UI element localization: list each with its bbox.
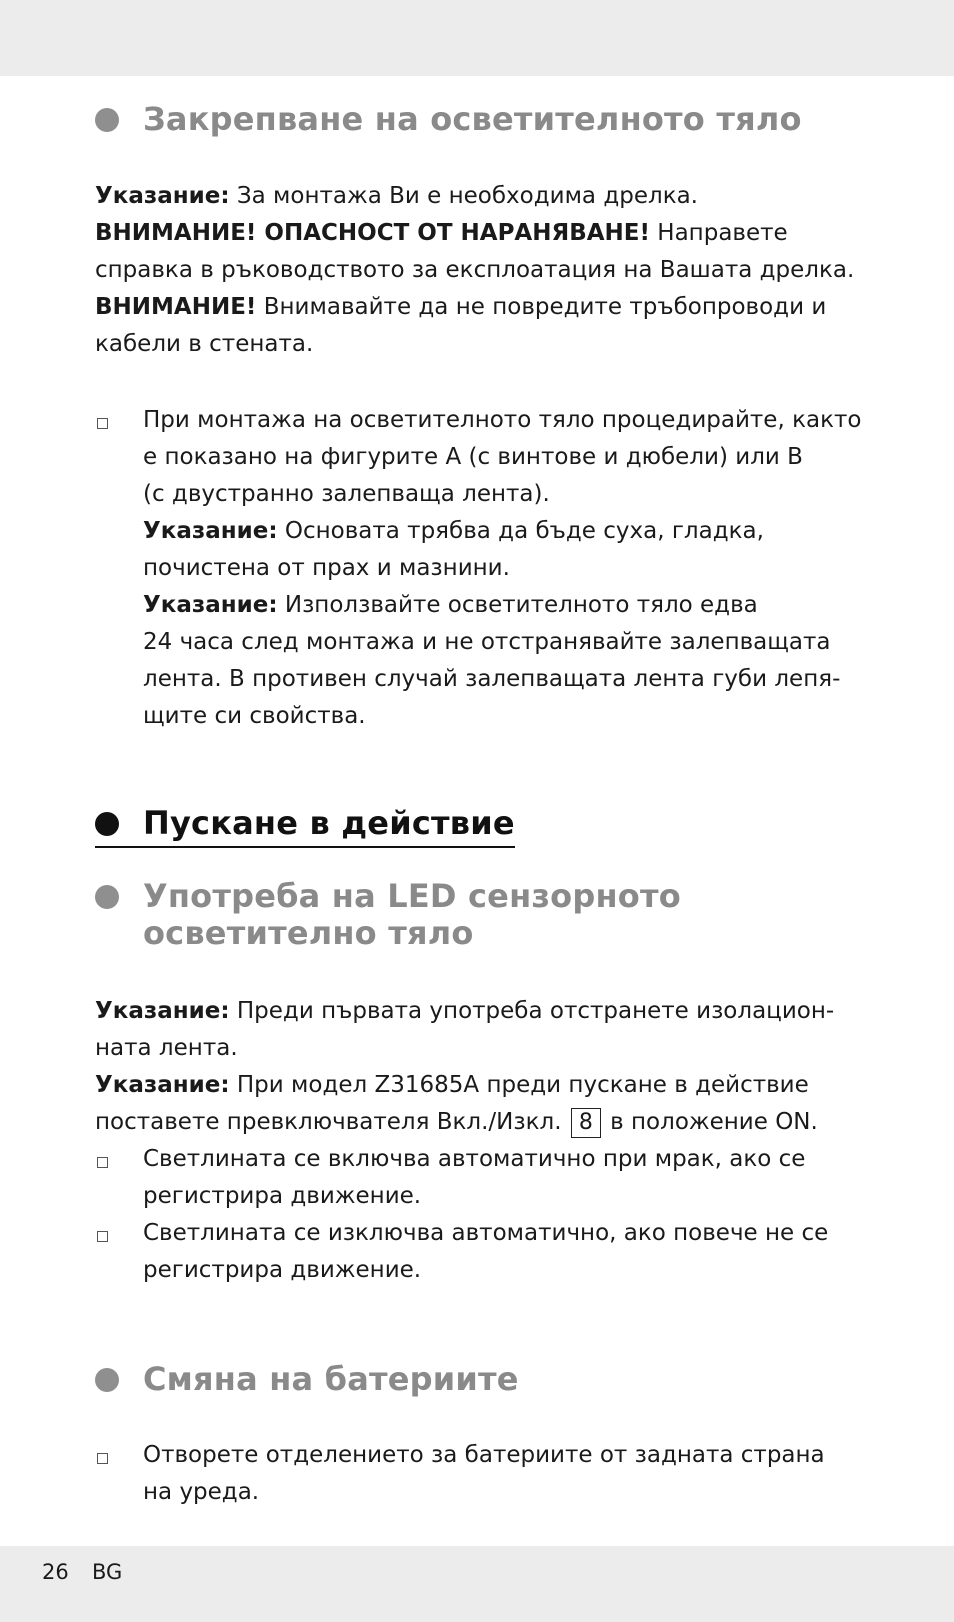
step-note-surface-cont: почистена от прах и мазнини. bbox=[143, 555, 510, 581]
footer-bar bbox=[0, 1546, 954, 1622]
reference-number: 8 bbox=[571, 1108, 601, 1138]
page-number: 26 bbox=[42, 1560, 69, 1584]
note-drill: Указание: За монтажа Ви е необходима дрелка. bbox=[95, 183, 698, 209]
usage-item1-l1: Светлината се включва автоматично при мрак, ако се bbox=[143, 1146, 806, 1172]
step-mount-l2: е показано на фигурите A (с винтове и дюбели) или B bbox=[143, 444, 803, 470]
top-bar bbox=[0, 0, 954, 76]
step-note-wait: Указание: Използвайте осветителното тяло едва bbox=[143, 592, 758, 618]
step-note-wait-l3: лента. В противен случай залепващата лента губи лепя- bbox=[143, 666, 841, 692]
checkbox-icon bbox=[97, 1453, 108, 1464]
heading-mounting: Закрепване на осветителното тяло bbox=[143, 100, 802, 138]
note-insulation: Указание: Преди първата употреба отстранете изолацион- bbox=[95, 998, 835, 1024]
warning-pipes: ВНИМАНИЕ! Внимавайте да не повредите тръбопроводи и bbox=[95, 294, 827, 320]
usage-item2-l2: регистрира движение. bbox=[143, 1257, 422, 1283]
heading-batteries: Смяна на батериите bbox=[143, 1360, 519, 1398]
checkbox-icon bbox=[97, 1231, 108, 1242]
heading-usage-l1: Употреба на LED сензорното bbox=[143, 877, 681, 915]
warning-pipes-cont: кабели в стената. bbox=[95, 331, 314, 357]
step-note-surface: Указание: Основата трябва да бъде суха, гладка, bbox=[143, 518, 764, 544]
section-bullet-icon bbox=[95, 108, 119, 132]
language-code: BG bbox=[92, 1560, 123, 1584]
note-switch-cont: поставете превключвателя Вкл./Изкл. 8 в положение ON. bbox=[95, 1104, 818, 1141]
battery-item1-l1: Отворете отделението за батериите от задната страна bbox=[143, 1442, 825, 1468]
battery-item1-l2: на уреда. bbox=[143, 1479, 260, 1505]
usage-item2-l1: Светлината се изключва автоматично, ако повече не се bbox=[143, 1220, 829, 1246]
heading-usage-l2: осветително тяло bbox=[143, 914, 474, 952]
note-insulation-cont: ната лента. bbox=[95, 1035, 238, 1061]
step-mount-l3: (с двустранно залепваща лента). bbox=[143, 481, 550, 507]
section-bullet-icon bbox=[95, 1368, 119, 1392]
heading-underline bbox=[95, 846, 515, 848]
section-bullet-icon bbox=[95, 812, 119, 836]
step-mount-l1: При монтажа на осветителното тяло процедирайте, както bbox=[143, 407, 862, 433]
step-note-wait-l4: щите си свойства. bbox=[143, 703, 366, 729]
usage-item1-l2: регистрира движение. bbox=[143, 1183, 422, 1209]
warning-injury: ВНИМАНИЕ! ОПАСНОСТ ОТ НАРАНЯВАНЕ! Направете bbox=[95, 220, 788, 246]
heading-start: Пускане в действие bbox=[143, 804, 515, 842]
note-switch: Указание: При модел Z31685A преди пускане в действие bbox=[95, 1072, 809, 1098]
warning-injury-cont: справка в ръководството за експлоатация на Вашата дрелка. bbox=[95, 257, 855, 283]
checkbox-icon bbox=[97, 418, 108, 429]
step-note-wait-l2: 24 часа след монтажа и не отстранявайте залепващата bbox=[143, 629, 831, 655]
section-bullet-icon bbox=[95, 885, 119, 909]
checkbox-icon bbox=[97, 1157, 108, 1168]
